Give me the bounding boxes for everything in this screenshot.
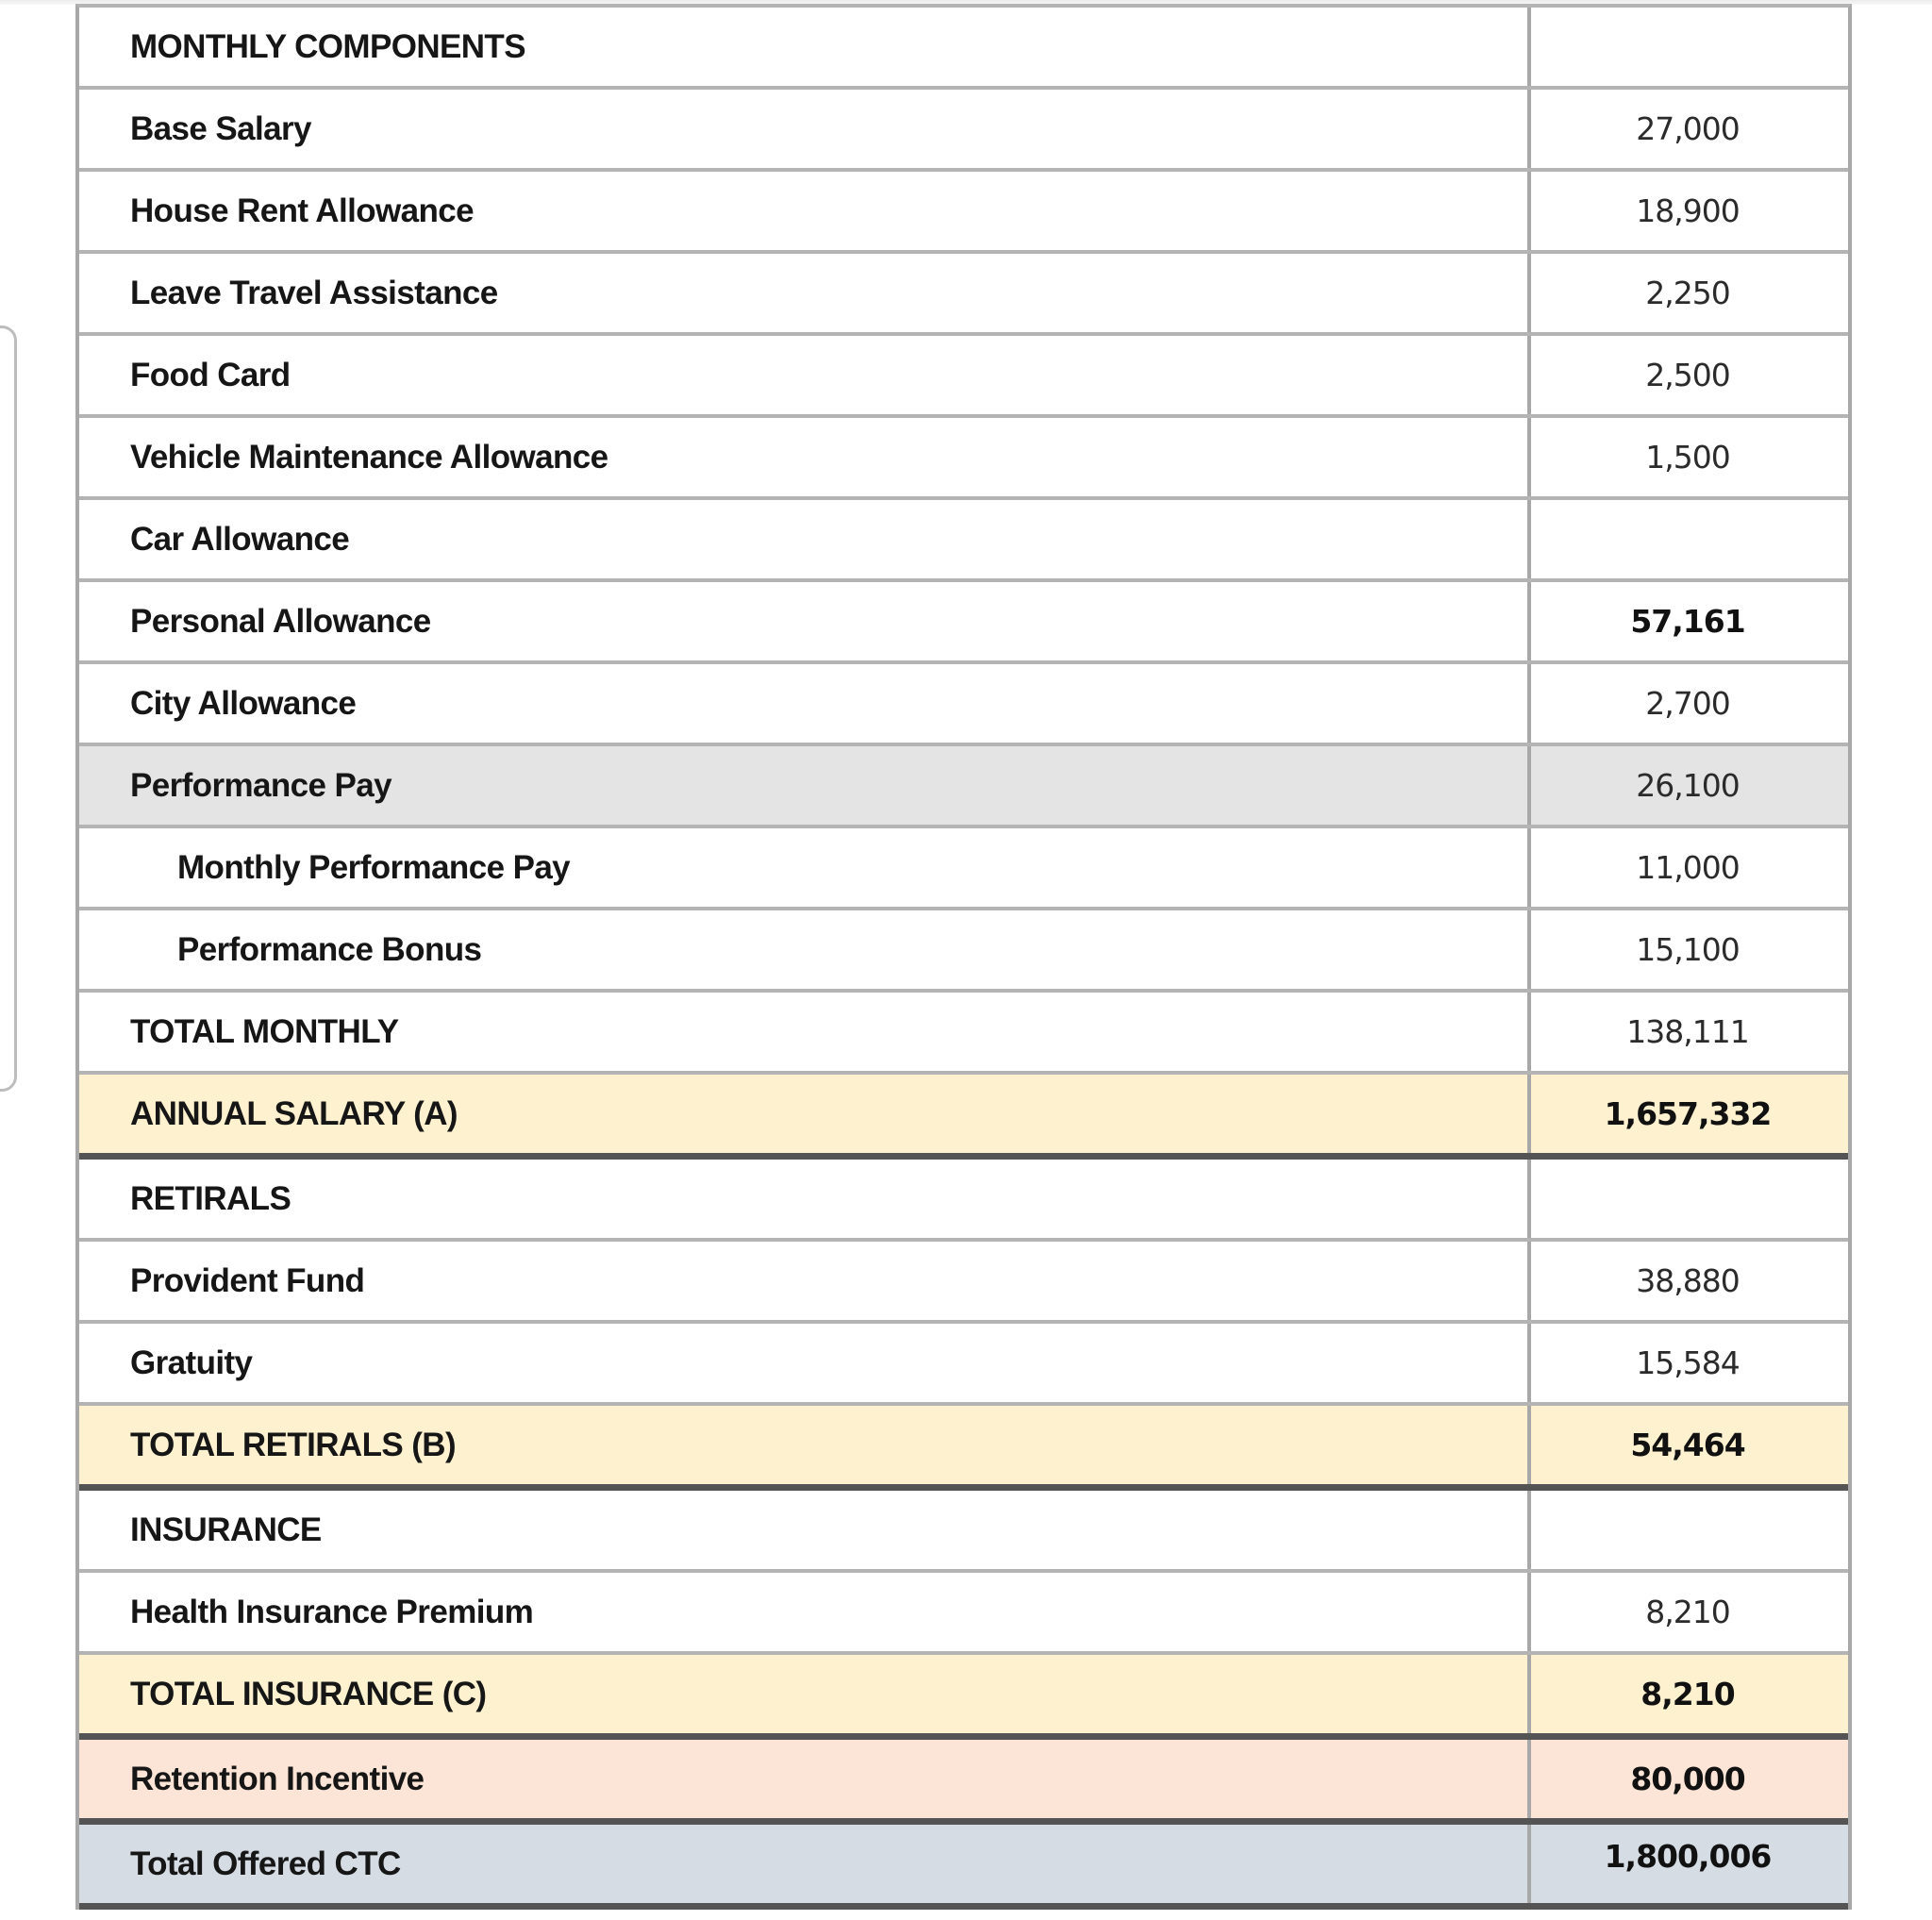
row-label: Car Allowance bbox=[79, 500, 1531, 578]
table-row-gratuity bbox=[79, 1324, 1848, 1406]
row-label: Monthly Performance Pay bbox=[79, 828, 1531, 907]
row-label: House Rent Allowance bbox=[79, 172, 1531, 250]
row-value: 11,000 bbox=[1636, 849, 1740, 886]
row-label: Provident Fund bbox=[79, 1242, 1531, 1320]
table-row-personal-allowance bbox=[79, 582, 1848, 664]
table-row-vehicle-maintenance-allowance bbox=[79, 418, 1848, 500]
row-value bbox=[1531, 1491, 1848, 1569]
table-row-provident-fund bbox=[79, 1242, 1848, 1324]
row-value: 54,464 bbox=[1630, 1427, 1745, 1463]
section-header-label: MONTHLY COMPONENTS bbox=[79, 8, 1531, 86]
row-value: 2,500 bbox=[1645, 357, 1730, 393]
row-value: 2,250 bbox=[1645, 275, 1730, 311]
table-row-total-monthly bbox=[79, 993, 1848, 1075]
table-row-house-rent-allowance bbox=[79, 172, 1848, 254]
row-value: 1,657,332 bbox=[1604, 1095, 1772, 1132]
section-header-label: INSURANCE bbox=[79, 1491, 1531, 1569]
row-label: Retention Incentive bbox=[79, 1740, 1531, 1818]
row-value: 1,500 bbox=[1645, 439, 1730, 476]
row-value bbox=[1531, 500, 1848, 578]
row-label: Leave Travel Assistance bbox=[79, 254, 1531, 332]
table-row-performance-pay bbox=[79, 746, 1848, 828]
table-row-total-insurance bbox=[79, 1655, 1848, 1740]
row-value: 18,900 bbox=[1636, 192, 1740, 229]
row-label: TOTAL MONTHLY bbox=[79, 993, 1531, 1071]
row-value: 8,210 bbox=[1641, 1676, 1735, 1712]
table-row-insurance-header bbox=[79, 1491, 1848, 1573]
row-label: Total Offered CTC bbox=[79, 1825, 1531, 1903]
row-value bbox=[1531, 1160, 1848, 1238]
table-row-health-insurance-premium bbox=[79, 1573, 1848, 1655]
ctc-breakdown-table bbox=[75, 4, 1852, 1910]
table-row-total-retirals bbox=[79, 1406, 1848, 1491]
row-value: 57,161 bbox=[1630, 603, 1745, 640]
row-label: Health Insurance Premium bbox=[79, 1573, 1531, 1651]
section-header-label: RETIRALS bbox=[79, 1160, 1531, 1238]
row-value: 27,000 bbox=[1636, 110, 1740, 147]
row-value: 80,000 bbox=[1630, 1761, 1745, 1797]
row-value: 38,880 bbox=[1636, 1262, 1740, 1299]
row-label: Vehicle Maintenance Allowance bbox=[79, 418, 1531, 496]
row-value: 8,210 bbox=[1645, 1594, 1730, 1630]
table-row-retention-incentive bbox=[79, 1740, 1848, 1825]
row-label: Performance Bonus bbox=[79, 910, 1531, 989]
side-panel-edge bbox=[0, 326, 17, 1092]
table-row-retirals-header bbox=[79, 1160, 1848, 1242]
row-value: 15,100 bbox=[1636, 931, 1740, 968]
table-row-food-card bbox=[79, 336, 1848, 418]
table-row-monthly-performance-pay bbox=[79, 828, 1848, 910]
row-label: Personal Allowance bbox=[79, 582, 1531, 660]
row-label: Gratuity bbox=[79, 1324, 1531, 1402]
table-row-car-allowance bbox=[79, 500, 1848, 582]
row-label: TOTAL RETIRALS (B) bbox=[79, 1406, 1531, 1484]
table-row-performance-bonus bbox=[79, 910, 1848, 993]
table-row-city-allowance bbox=[79, 664, 1848, 746]
row-value bbox=[1531, 8, 1848, 86]
row-label: TOTAL INSURANCE (C) bbox=[79, 1655, 1531, 1733]
table-row-base-salary bbox=[79, 90, 1848, 172]
table-row-total-offered-ctc bbox=[79, 1825, 1848, 1910]
row-label: City Allowance bbox=[79, 664, 1531, 743]
table-row-monthly-components-header bbox=[79, 8, 1848, 90]
row-value: 15,584 bbox=[1636, 1344, 1740, 1381]
table-row-leave-travel-assistance bbox=[79, 254, 1848, 336]
row-value: 26,100 bbox=[1636, 767, 1740, 804]
row-label: ANNUAL SALARY (A) bbox=[79, 1075, 1531, 1153]
table-row-annual-salary bbox=[79, 1075, 1848, 1160]
row-value: 2,700 bbox=[1645, 685, 1730, 722]
row-value: 1,800,006 bbox=[1604, 1838, 1772, 1875]
row-label: Food Card bbox=[79, 336, 1531, 414]
row-label: Base Salary bbox=[79, 90, 1531, 168]
row-label: Performance Pay bbox=[79, 746, 1531, 825]
row-value: 138,111 bbox=[1626, 1013, 1749, 1050]
